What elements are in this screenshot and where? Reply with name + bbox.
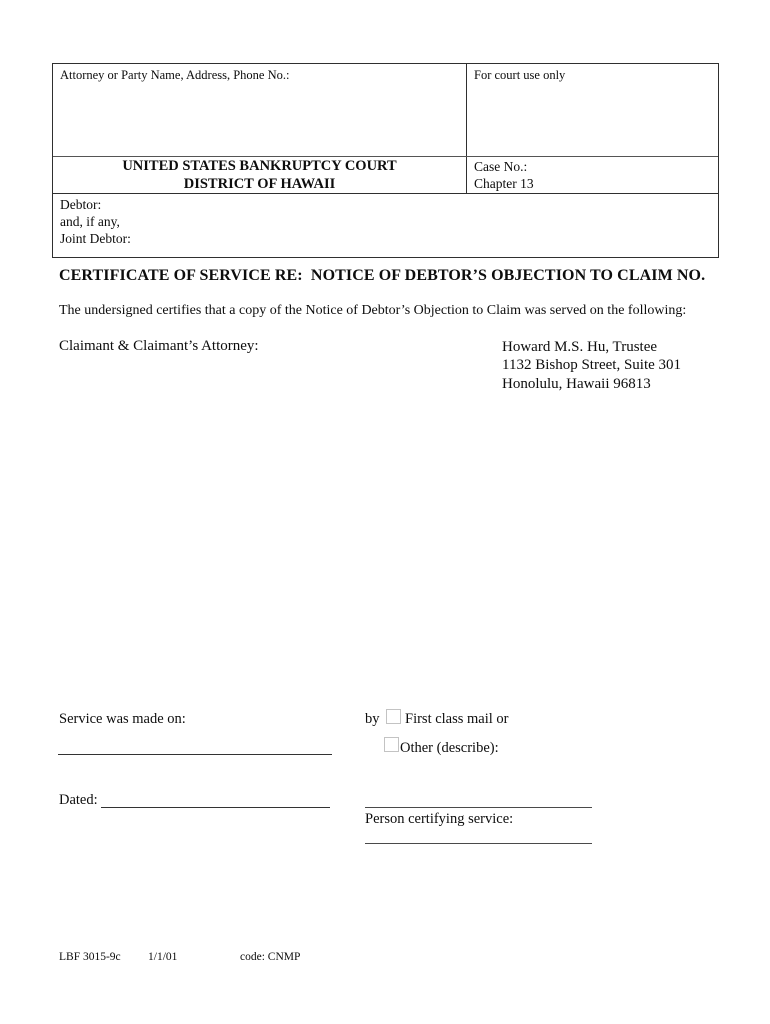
trustee-name: Howard M.S. Hu, Trustee: [502, 339, 658, 355]
service-made-on-label: Service was made on:: [59, 711, 186, 727]
case-number-cell: [467, 157, 718, 193]
joint-debtor-label: Joint Debtor:: [60, 231, 131, 246]
signature-blank-line: [365, 807, 592, 808]
certification-text: The undersigned certifies that a copy of the Notice of Debtor’s Objection to Claim was served on the following:: [59, 303, 687, 318]
dated-label: Dated:: [59, 792, 98, 808]
case-caption-table: [52, 63, 719, 258]
trustee-street: 1132 Bishop Street, Suite 301: [502, 357, 682, 374]
caption-row-court: [53, 157, 718, 194]
debtor-cell: [53, 194, 718, 257]
attorney-name-label: Attorney or Party Name, Address, Phone No.:: [60, 68, 290, 82]
attorney-name-cell: [53, 64, 467, 156]
service-date-blank-line: [58, 754, 332, 755]
document-title: CERTIFICATE OF SERVICE RE: NOTICE OF DEBTOR’S OBJECTION TO CLAIM NO.: [59, 267, 706, 284]
other-describe-checkbox[interactable]: [384, 737, 399, 752]
person-name-blank-line: [365, 843, 592, 844]
form-revision-date: 1/1/01: [148, 951, 178, 963]
case-no-label: Case No.:: [474, 159, 528, 174]
caption-row-attorney: [53, 64, 718, 157]
court-use-cell: [467, 64, 718, 156]
by-label: by: [365, 711, 380, 727]
claimant-attorney-label: Claimant & Claimant’s Attorney:: [59, 338, 259, 354]
first-class-mail-label: First class mail or: [405, 711, 509, 727]
debtor-label: Debtor:: [60, 197, 102, 212]
other-describe-label: Other (describe):: [400, 740, 499, 756]
person-certifying-label: Person certifying service:: [365, 811, 514, 827]
court-name-line2: DISTRICT OF HAWAII: [183, 176, 336, 192]
first-class-mail-checkbox[interactable]: [386, 709, 401, 724]
form-number: LBF 3015-9c: [59, 951, 121, 963]
court-use-label: For court use only: [474, 68, 566, 82]
trustee-city: Honolulu, Hawaii 96813: [502, 375, 651, 392]
chapter-label: Chapter 13: [474, 176, 534, 191]
and-if-any-label: and, if any,: [60, 214, 120, 229]
form-code: code: CNMP: [240, 951, 301, 963]
court-name-cell: [53, 157, 467, 193]
court-name-line1: UNITED STATES BANKRUPTCY COURT: [122, 158, 397, 174]
dated-blank-line: [101, 807, 330, 808]
trustee-address-block: [502, 338, 681, 393]
